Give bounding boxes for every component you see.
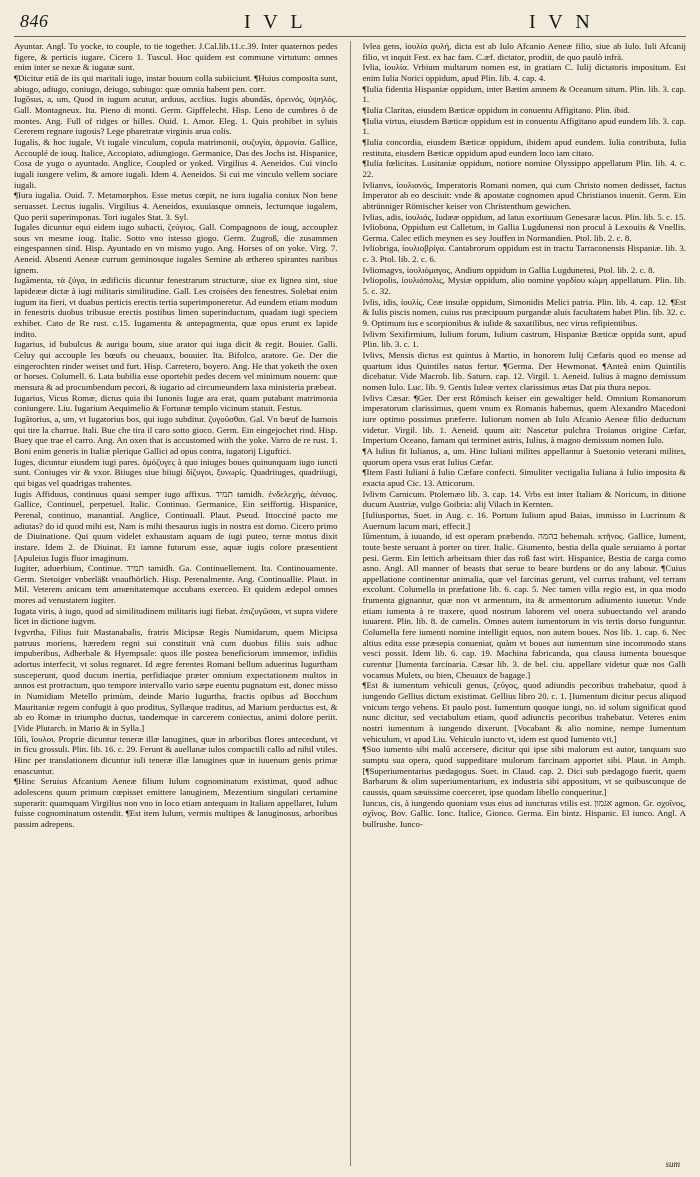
dictionary-entry: Ivlea gens, ἰουλία φυλή, dicta est ab Iulo Afcanio Aeneæ filio, siue ab Iulo. Iuli Afcanij filio, vt inquit Fest. ex hac fam. C.æf. dictator, prodiit, de quo paulò infrà. [362, 41, 686, 62]
dictionary-entry: Ivlivm Sexifirmium, Iulium forum, Iulium castrum, Hispaniæ Bæticæ oppida sunt, apud Plin. lib. 3. c. 1. [362, 328, 686, 350]
dictionary-entry: Ivlivs Cæsar. ¶Ger. Der erst Römisch keiser ein gewaltiger held. Omnium Romanorum imperatorum clarissimus, quem vnum ex Romanis habemus, quem Alexandro Macedoni iure optimo possimus præferre. Iuliorum nomen ab Iulo Afcanio Aeneæ filio deductum videtur. Virgil. lib. 1. Aeneid. quum ait: Nascetur pulchra Troianus origine Cæfar, Imperium Oceano, famam qui terminet astris, Iulius, à magno demissum nomen Iulo. [362, 392, 686, 446]
left-column [14, 41, 338, 1166]
dictionary-entry: Iugarius, id bubulcus & auriga boum, siue arator qui iuga dicit & regit. Bouier. Galli. Celuy qui accouple les bœufs ou cheuaux, bouuier. Ita. Bifolco, aratore. Ge. Der die eingerochten rinder weiset und furt. Hisp. Carretero, boyero. Ang. He that yoketh the oxen or horses. Columell. 6. Lata bubilia esse oportebit pedes decem vel minimum nouem: quæ mensura & ad procumbendum pecori, & iugario ad circumeundem laxa ministeria præbeat. [14, 339, 338, 392]
dictionary-entry: ¶Iulia fœlicitas. Lusitaniæ oppidum, notiore nomine Olyssippo appellatum Plin. lib. 4. c. 22. [362, 158, 686, 179]
dictionary-entry: ¶Suo iumento sibi malū accersere, dicitur qui ipse sibi malorum est autor, tanquam suo sumptu sua opera, quod suppeditare mulorum farcinam apportet sibi. Plaut. in Amph. [¶Superiumentarius pædagogus. Suet. in Claud. cap. 2. Dici sub pædagogo fuerit, quem Barbarum & olim superiumentarium, ex industria sibi appositum, vt se quibuscunque de caussis, quam sæuissime coerceret, ipse quodam libello conqueritur.] [362, 744, 686, 797]
dictionary-entry: Iūli, ἴουλοι. Proprie dicuntur teneræ illæ lanugines, quæ in arboribus flores antecedunt, vt in ficu grossuli. Plin. lib. 16. c. 29. Ferunt & auellanæ iulos compactili callo ad nihil vtiles. Hinc per translationem dicuntur iuli teneræ illæ lanugines quæ in iuuenum genis primæ enascuntur. [14, 733, 338, 776]
page-number: 846 [20, 11, 49, 31]
dictionary-entry: Ivlianvs, ἰουλιανός, Imperatoris Romani nomen, qui cum Christo nomen dedisset, factus Imperator ab eo desciuit: vnde & apostatæ cognomen apud Christianos inuenit. Germ. Ein abtrünniger Römischer keiser von Christenthum gewichen. [362, 179, 686, 211]
dictionary-entry: ¶Iulia concordia, eiusdem Bæticæ oppidum, ibidem apud eundem. Iulia contributa, Iulia restituta, eiusdem Bæticæ oppidum apud eundem loco iam citato. [362, 136, 686, 158]
dictionary-entry: Ivliobona, Oppidum est Calletum, in Gallia Lugdunensi non procul à Lexouiis & Vnellis. Germa. Calec etlich meynen es sey Jouffen in Normandien. Ptol. lib. 2. c. 8. [362, 222, 686, 243]
dictionary-entry: ¶Iulia fidentia Hispaniæ oppidum, inter Bætim amnem & Oceanum situm. Plin. lib. 3. cap. 1. [362, 83, 686, 105]
dictionary-entry: Iugarius, Vicus Romæ, dictus quia ibi Iunonis Iugæ ara erat, quam putabant matrimonia coniungere. Liu. Iugarium Aequimelio & Fortunæ templo vicinum statuit. Festus. [14, 392, 338, 414]
dictionary-entry: Ivlivm Carnicum. Ptolemæo lib. 3. cap. 14. Vrbs est inter Italiam & Noricum, in ditione ducum Austriæ, vulgo Goibria: alij Vilach in Kernten. [362, 488, 686, 510]
dictionary-entry: Iuges, dicuntur eiusdem iugi pares. ὁμόζυγες à quo iniuges boues quinunquam iugo iuncti sunt. Coniuges vir & vxor. Biiuges siue biiugi δίζυγοι, ξυνωρίς. Quadriiuges, quadriiugi, qui bigas vel quadrigas trahentes. [14, 456, 338, 488]
dictionary-entry: Iugalis, & hoc iugale, Vt iugale vinculum, copula matrimonii, συζυγία, ἀρμονία. Gallice, Accouplé de iouq. Italice, Accopiato, adiungiogo. Germanice, Das des Jochs ist. Hispanice, Cosa de yugo o ayuntado. Anglice, Coupled or yoked. Virgilius 4. Aeneidos. Cui vinclo iugali iungere velim, & amore iugali. Idem 4. Aeneidos. Si cui me vinculo vellem sociare iugali. [14, 136, 338, 190]
dictionary-entry: Ivliopolis, ἰουλιόπολις, Mysiæ oppidum, alio nomine γορδίου κώμη appellatum. Plin. lib. 5. c. 32. [362, 275, 686, 297]
left-headword: I V L [244, 11, 307, 33]
dictionary-entry: ¶A Iulius fit Iulianus, a, um. Hinc Iuliani milites appellantur à Suetonio veterani milites, quorum opera vsus erat Iulius Cæfar. [362, 445, 686, 467]
catchword: sum [665, 1159, 680, 1169]
dictionary-entry: ¶Iulia virtus, eiusdem Bæticæ oppidum est in conuentu Affigitano apud eundem lib. 3. cap. 1. [362, 115, 686, 137]
dictionary-entry: ¶Est & iumentum vehiculi genus, ζεῦγος, quod adiundis pecoribus trahebatur, quod à iungendo Gellius dictum existimat. Gellius libro 20. c. 1. [Iumentum dicitur pecus aliquod vnicum tergo vehens. Et paulo post. Iumentum quoque iungi, no. id solum significat quod nunc dicitur, sed vectabulum etiam, quod adiunctis pecoribus trahebatur. Veteres enim nostri iumentum à iungendo dixerunt. [Vocabant & alio nomine, nempe Iumentum vehiculum, vt apud Liu. Vehiculo iuncto vt, idem est quod Iumento vti.] [362, 680, 686, 744]
right-headword: I V N [529, 11, 594, 33]
dictionary-entry: Iugata viris, à iugo, quod ad similitudinem militaris iugi fiebat. ἐπιζυγῶσαι, vt supra videre licet in dictione iugvm. [14, 605, 338, 627]
dictionary-entry: Iugales dicuntur equi eidem iugo subacti, ζεύγιος. Gall. Compagnons de ioug, accouplez sous vn mesme ioug. Italic. Sotto vno istesso giogo. Germ. Zugroß, die zusammen eingespannen sind. Hisp. Ayuntado en vn mismo yugo. Ang. Horses of on yoke. Virg. 7. Aeneid. Absenti Aeneæ currum geminosque iugales Semine ab æthereo spirantes naribus ignem. [14, 222, 338, 275]
dictionary-entry: Iugātorius, a, um, vt Iugatorius bos, qui iugo subditur. ζυγοῦσθαι. Gal. Vn bœuf de harnois qui tire la charrue. Itali. Bue che tira il caro sotto gioco. Germ. Ein eingejochet rind. Hisp. Buey que trae el carro. Ang. An oxen that is accustomed with the yoke. Varro de re rust. 1. Boni enim generis in Italiæ plerique Gallici ad opus contra, iugatorij Liguftici. [14, 413, 338, 456]
dictionary-entry: Ayuntar. Angl. To yocke, to couple, to tie together. J.Cal.lib.11.c.39. Inter quaternos pedes figere, & perticis iugare. Cicero 1. Tuscul. Hoc quidem est commune virtutum: omnes enim inter se nexæ & iugatæ sunt. [14, 41, 338, 73]
dictionary-entry: ¶Hinc Seruius Afcanium Aeneæ filium Iulum cognominatum existimat, quod adhuc adolescens quum primum cœpisset emittere lanuginem, Mezentium singulari certamine superarit: quamquam Virgilius non vno in loco etiam antequam in Italiam appellaret, Iulum fuisse cognominatum ostendit. ¶Est item Iulum, vermis multipes & lanuginosus, arboribus passim adrepens. [14, 776, 338, 829]
column-divider [350, 41, 351, 1166]
dictionary-entry: ¶Item Fasti Iuliani à Iulio Cæfare confecti. Simuliter vectigalia Iuliana à Iulio imposita & exacta apud Cic. 13. Atticorum. [362, 467, 686, 488]
dictionary-entry: Ivlias, adis, ἰουλιάς, Iudææ oppidum, ad latus exortiuum Genesaræ lacus. Plin. lib. 5. c. 15. [362, 211, 686, 222]
dictionary-entry: Iugiter, aduerbium, Continue. תמיד tamidh. Ga. Continuellement. Ita. Continouamente. Germ. Stetoiger vnberläßt vnaufhörlich. Hisp. Perenalmente. Ang. Continuallie. Plaut. in Mil. Veterem anicam tem amœnitatemque accubans exerceo. Et quidem ædepol omnes mores ad venustatem iugiter. [14, 563, 338, 606]
dictionary-entry: [Iuliusportus, Suet. in Aug. c. 16. Portum Iulium apud Baias, immisso in Lucrinum & Auernum lacum mari, effecit.] [362, 509, 686, 531]
dictionary-entry: Iugis Affiduus, continuus quasi semper iugo affixus. תמיד tamidh. ἐνδελεχής, ἀέναος. Gallice, Continuel, perpetuel. Italic. Continuo. Germanice, Ein seiffortig. Hispanice, Perenal, continuo, manantial. Anglice, Continuall. Plaut. Pseud. Ittocciné pacto me adiutas? do id quod mihi est, Nam is mihi thesaurus iugis in nostra est domo. Cicero primo de Diuinatione. Qui quum videlet exhaustam aquam de iugi puteo, terræ motus dixit instare. Idem 2. de Diuinat. Et iamne futurum esse, aquæ iugis colore præsentient [Apuleius Iugis fluor imaginum. [14, 488, 338, 563]
running-header [14, 10, 686, 37]
dictionary-entry: ¶Dicitur etiā de iis qui maritali iugo, instar bouum colla subiiciunt. ¶Huius composita sunt, abiugo, adiugo, coniugo, deiugo, subiugo: quæ omnia habent pen. corr. [14, 72, 338, 94]
right-column [363, 41, 687, 1166]
dictionary-entry: Ivliobriga, ἰουλιοβρίγα. Cantabrorum oppidum est in tractu Tarraconensis Hispaniæ. lib. 3. c. 3. Ptol. lib. 2. c. 6. [362, 243, 686, 265]
dictionary-entry: Iugōsus, a, um, Quod in iugum acutur, arduus, acclius. Iugis abundās, ὀρεινός, ὑψηλός. Gall. Montagneux. Ita. Pieno di monti. Germ. Gipffelecht. Hisp. Leno de cumbres ò de montes. Ang. Full of ridges or hilles. Ouid. 1. Amor. Eleg. 1. Quis prohibet in syluis Cererem regnare iugosis? Lege pharetratæ virginis arua colis. [14, 94, 338, 137]
dictionary-entry: Ivlia, ἰουλία. Vrbium multarum nomen est, in gratiam C. Iulij dictatoris impositum. Est enim Iulia Norici oppidum, apud Plin. lib. 4. cap. 4. [362, 62, 686, 83]
dictionary-entry: Iūmentum, à iuuando, id est operam præbendo. בהמה behemah. κτῆνος. Gallice, Iument, toute beste seruant à porter ou tirer. Italic. Giumento, bestia della quale seruiamo à portar pesi. Germ. Ein lettich arbeitsam thier das roß fast wirt. Hispanice, Bestia de carga como asno. Angl. All manner of beasts that serue to beare burdens or do any labour. ¶Cuius appellatione continentur animalia, quæ vel farcinas gerunt, vel currus trahunt, vel terram excolunt. Columella in præfatione lib. 6. cap. 5. Nec tamen villa regio est, in qua modo frumenta gignantur, quæ non vt armentum, ita & armentorum adiumento iuuetur. Vnde etiam iumenta à re traxere, quod nostrum laborem vel onera subuectando vel arando iuuarent. Plin. lib. 8. de camelis. Omnes autem iumentorum in vis tertis dorso funguntur. Columella fere iumenti nomine intelligit equos, non autem boues. Nos lib. 1. cap. 6. Nec altius edita esse præsepia conueniat, quàm vt boues aut iumentum sine incommodo stans vesci possit. Idem lib. 6. cap. 19. Machina fabricanda, qua clausa iumenta bouesque curentur [Iumenta farcinaria. Cæsar lib. 3. de bel. ciu. appellare videtur quæ nos Galli vocamus Mulets, ou bien, Cheuaux de bagage.] [362, 531, 686, 680]
dictionary-entry: Iugāmenta, τὰ ζύγα, in ædificiis dicuntur fenestrarum structuræ, siue ex lignea sint, siue lapideææ dictæ à iugi militaris similitudine. Gall. Les croisées des fenestres. Solebat enim iugum ita fieri, vt duabus perticis erectis tertia superimponeretur. Ad eundem etiam modum in fenestris duobus tribusue erectis postibus limen superinductum, quadam iugi speciem exhibet. Cato de Re rust. c.15. Iugamenta & antepagmenta, quæ opus erunt ex lapide indito. [14, 275, 338, 339]
dictionary-entry: Ivliomagvs, ἰουλιόμαγος, Andium oppidum in Gallia Lugdunensi, Ptol. lib. 2. c. 8. [362, 264, 655, 275]
dictionary-entry: Ivlivs, Mensis dictus est quintus à Martio, in honorem Iulij Cæfaris quod eo mense ad quartum idus Quintiles natus fertur. ¶Germa. Der Hewmonat. ¶Anteà enim Quintilis dicebatur. Vide Macrob. lib. Saturn. cap. 12. Virgil. 1. Aeneid. Iulius à magno demissum nomen Iulo. Luc. lib. 9. Gentis Iuleæ vertex clarissimus ætas Dat pia thura nepos. [362, 350, 686, 392]
dictionary-entry: Ivlis, idis, ἰουλίς, Ceæ insulæ oppidum, Simonidis Melici patria. Plin. lib. 4. cap. 12. ¶Est & Iulis piscis nomen, cuius rus præcipuum purgandæ aluis facultatem habet Plin. lib. 32. c. 9. Optimum ius e scorpionibus & iulide & saxatilibus, nec virus refipientibus. [362, 296, 686, 329]
dictionary-entry: ¶Iura iugalia. Ouid. 7. Metamorphos. Esse metus cœpit, ne iura iugalia coniux Non bene seruasset. Lectus iugalis. Virgilius 4. Aeneidos, exuuiasque omneis, lectumque iugalem, Quo perii superimponas. Tori iugales Stat. 3. Syl. [14, 190, 338, 222]
two-column-body [14, 41, 686, 1166]
dictionary-entry: Iuncus, cis, à iungendo quoniam vsus eius ad iuncturas vtilis est. אגמון agmon. Gr. σχοῖνος, σχῖνος. Bov. Gallic. Ionc. Italice, Gionco. Germa. Ein bintz. Hispanic. El iunco. Angl. A bullrushe. Iunco- [362, 797, 686, 829]
dictionary-entry: Ivgvrtha, Filius fuit Mastanabalis, fratris Micipsæ Regis Numidarum, quem Micipsa patruus moriens, hæredem regni sui constituit vnà cum duobus filiis suis adhuc impuberibus, Adherbale & Hyempsale: quos ille postea beneficiorum immemor, infidiis adortus interfecit, vt solus regnaret. Id ægre ferentes Romani bellum adueritus Iugurtham susceperunt, quod ducum inertia, perfidiaque præter omnium expectationem multos in annos est protractum, quo tempore intervallo vario sæpe euentu pugnatum est, donec misso in Numidiam Metello primùm, deinde Mario Iugurtha, fractis opibus ad Bocchum Mauritaniæ regem confugit à quo proditus, Syllæque traditus, ad Marium perductus est, & ab eo Romæ in triumpho ductus, tandemque in carcerem coniectus, animi dolore periit. [Vide Plutarch. in Mario & in Sylla.] [14, 627, 338, 733]
dictionary-entry: ¶Iulia Claritas, eiusdem Bæticæ oppidum in conuentu Affigitano. Plin. ibid. [362, 104, 630, 115]
